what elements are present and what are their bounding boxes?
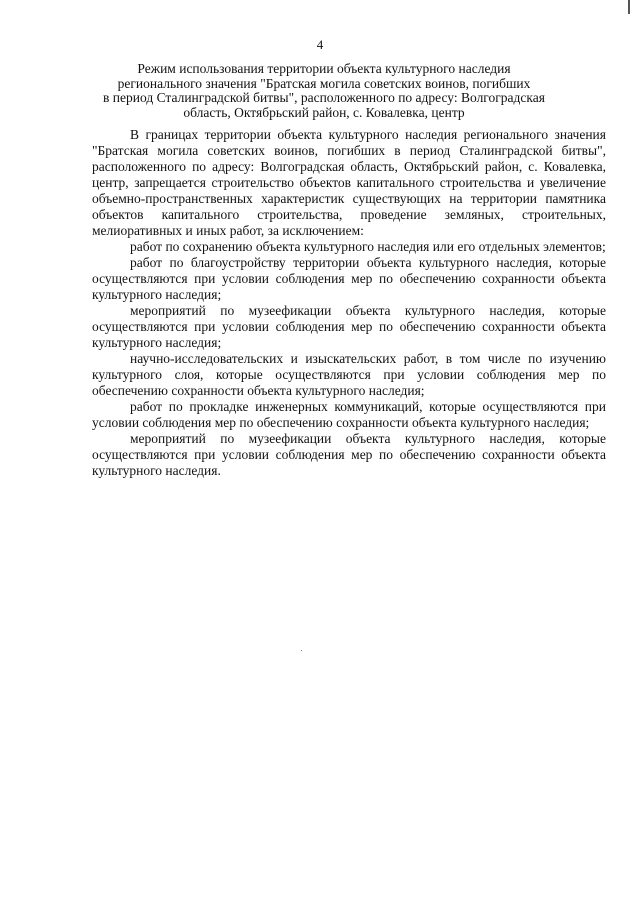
exception-item-research: научно-исследовательских и изыскательских работ, в том числе по изучению культурного слоя, которые осуществляются при условии соблюдения мер по обеспечению сохранности объекта культурного наследия; <box>92 351 606 398</box>
exception-item-museumification: мероприятий по музеефикации объекта культурного наследия, которые осуществляются при условии соблюдения мер по обеспечению сохранности объекта культурного наследия; <box>92 303 606 350</box>
scan-speck <box>301 650 302 651</box>
exception-item-landscaping: работ по благоустройству территории объекта культурного наследия, которые осуществляются при условии соблюдения мер по обеспечению сохранности объекта культурного наследия; <box>92 255 606 302</box>
document-body <box>92 127 606 479</box>
title-line-3: в период Сталинградской битвы", расположенного по адресу: Волгоградская <box>103 90 545 105</box>
exception-item-museumification-repeat: мероприятий по музеефикации объекта культурного наследия, которые осуществляются при условии соблюдения мер по обеспечению сохранности объекта культурного наследия. <box>92 431 606 478</box>
exception-item-utilities: работ по прокладке инженерных коммуникаций, которые осуществляются при условии соблюдения мер по обеспечению сохранности объекта культурного наследия; <box>92 399 606 430</box>
title-line-1: Режим использования территории объекта культурного наследия <box>137 61 511 76</box>
exception-item-restoration: работ по сохранению объекта культурного наследия или его отдельных элементов; <box>130 239 606 254</box>
page-number: 4 <box>316 37 324 52</box>
scan-edge-mark <box>628 0 630 14</box>
intro-paragraph: В границах территории объекта культурного наследия регионального значения "Братская могила советских воинов, погибших в период Сталинградской битвы", расположенного по адресу: Волгоградская область, Октябрьский район, с. Ковалевка, центр, запрещается строительство объектов капитального строительства и увеличение объемно-пространственных характеристик существующих на территории памятника объектов капитального строительства, проведение земляных, строительных, мелиоративных и иных работ, за исключением: <box>92 127 606 238</box>
title-line-4: область, Октябрьский район, с. Ковалевка, центр <box>183 104 465 120</box>
document-title <box>94 62 554 120</box>
title-line-2: регионального значения "Братская могила советских воинов, погибших <box>117 75 531 91</box>
